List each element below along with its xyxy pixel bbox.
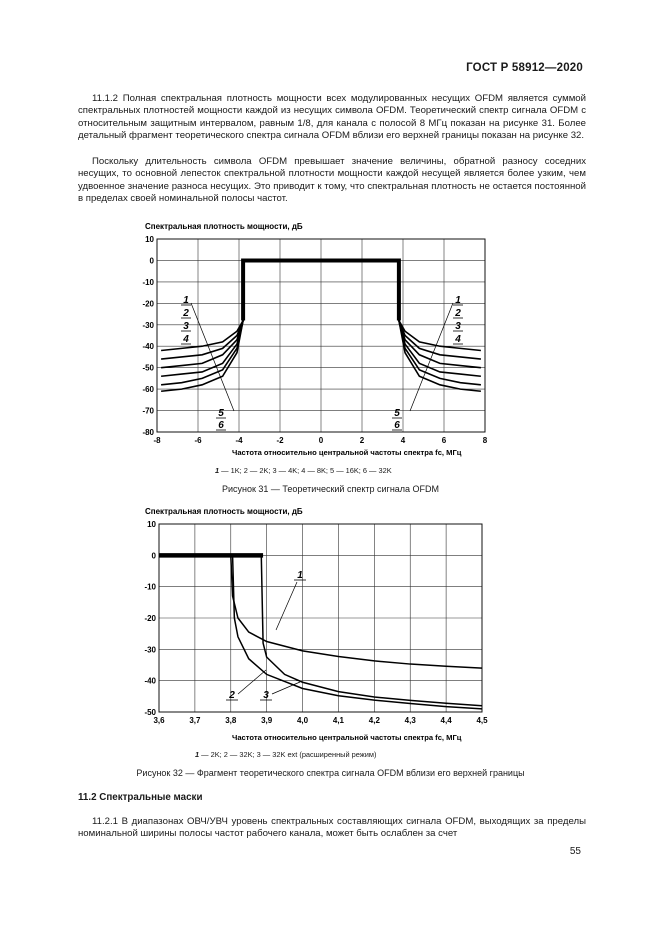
fig32-y-tick: 10 [147, 520, 156, 529]
fig32-y-tick: -50 [144, 708, 156, 717]
fig31-label-right-6: 6 [394, 420, 400, 431]
fig31-label-right-5: 5 [394, 408, 400, 419]
fig31-xlabel: Частота относительно центральной частоты спектра fc, МГц [232, 448, 462, 457]
fig31-y-tick: -70 [142, 406, 154, 416]
fig32-leader [238, 670, 266, 694]
fig31-x-tick: 8 [482, 436, 488, 445]
paragraph-11-1-2: 11.1.2 Полная спектральная плотность мощности всех модулированных несущих OFDM является суммой спектральных плотностей мощности каждой из несущих символа OFDM. Теоретический спектр сигнала OFDM с относительным защитным интервалом, равным 1/8, для канала с полосой 8 МГц показан на рисунке 31. Более детальный фрагмент теоретического спектра сигнала OFDM вблизи его верхней границы показан на рисунке 32. [78, 93, 586, 142]
fig31-label-left-1: 1 [183, 295, 189, 306]
fig32-leader [276, 582, 297, 630]
fig31-x-tick: 4 [400, 436, 406, 445]
fig32-y-tick: -40 [144, 676, 156, 686]
fig32-x-tick: 3,6 [153, 716, 165, 725]
figure-31-chart [0, 215, 661, 465]
fig31-curve-left-3 [161, 320, 243, 367]
fig31-y-tick: -20 [142, 299, 154, 309]
fig31-y-tick: 0 [149, 256, 154, 266]
fig32-caption: Рисунок 32 — Фрагмент теоретического спектра сигнала OFDM вблизи его верхней границы [136, 768, 525, 778]
fig32-curve-2 [261, 555, 482, 705]
fig32-x-tick: 4,5 [476, 716, 488, 725]
fig32-x-tick: 3,9 [261, 716, 273, 725]
fig31-y-tick: -80 [142, 428, 154, 437]
fig32-leader [272, 682, 300, 694]
fig31-leader [410, 303, 453, 411]
fig32-x-tick: 4,0 [296, 716, 309, 725]
fig31-x-tick-labels [153, 436, 487, 445]
fig31-y-tick: -40 [142, 342, 154, 352]
fig31-y-tick: -10 [142, 277, 154, 287]
fig32-legend-text: — 2K; 2 — 32K; 3 — 32K ext (расширенный режим) [199, 750, 377, 759]
fig31-curve-right-3 [399, 320, 481, 367]
fig32-x-tick: 4,1 [332, 716, 345, 725]
fig32-curve-3 [233, 555, 482, 709]
fig32-x-tick: 3,8 [225, 716, 237, 725]
fig32-x-tick: 3,7 [189, 716, 201, 725]
fig32-label-2: 2 [229, 690, 235, 701]
fig32-x-tick-labels [153, 716, 488, 725]
fig31-y-tick: -60 [142, 385, 154, 395]
fig32-grid [159, 524, 482, 712]
fig31-x-tick: -8 [153, 436, 161, 445]
fig32-y-tick: -10 [144, 582, 156, 592]
fig32-label-1: 1 [297, 570, 303, 581]
fig31-y-tick-labels [142, 235, 154, 437]
paragraph-11-2-1: 11.2.1 В диапазонах ОВЧ/УВЧ уровень спектральных составляющих сигнала OFDM, выходящих за пределы номинальной ширины полосы частот рабочего канала, может быть ослаблен за счет [78, 816, 586, 840]
fig32-ylabel: Спектральная плотность мощности, дБ [145, 507, 303, 516]
paragraph-symbol-duration: Поскольку длительность символа OFDM превышает значение величины, обратной разносу соседних несущих, то основной лепесток спектральной плотности мощности каждой несущей является более узким, чем удвоенное значение разноса несущих. Это приводит к тому, что спектральная плотность не остается постоянной в пределах своей номинальной полосы частот. [78, 156, 586, 205]
fig31-label-right-1: 1 [455, 295, 461, 306]
fig32-label-3: 3 [263, 690, 269, 701]
fig31-grid [157, 239, 485, 432]
fig32-y-tick: -20 [144, 614, 156, 623]
fig31-caption: Рисунок 31 — Теоретический спектр сигнала OFDM [221, 484, 440, 494]
fig32-x-tick: 4,4 [440, 716, 452, 725]
fig32-curves [159, 555, 482, 709]
fig31-legend [215, 466, 392, 475]
fig31-label-left-6: 6 [218, 420, 224, 431]
fig31-x-tick: 6 [441, 436, 447, 445]
fig31-legend-text: — 1K; 2 — 2K; 3 — 4K; 4 — 8K; 5 — 16K; 6 — 32K [219, 466, 392, 475]
fig32-y-tick: -30 [144, 645, 156, 655]
page-number: 55 [569, 846, 581, 857]
figure-32-chart [0, 500, 661, 750]
fig31-x-tick: -6 [194, 436, 202, 445]
fig32-curve-1 [231, 555, 482, 668]
fig31-y-tick: -30 [142, 320, 154, 330]
fig32-y-tick-labels [144, 520, 156, 717]
fig32-x-tick: 4,2 [368, 716, 380, 725]
fig31-x-tick: -4 [235, 436, 243, 445]
fig32-legend-num: 1 [195, 750, 200, 759]
fig31-x-tick: 2 [359, 436, 365, 445]
fig31-legend-num: 1 [215, 466, 220, 475]
fig32-legend [195, 750, 376, 759]
fig32-y-tick: 0 [151, 551, 156, 561]
document-standard-id: ГОСТ Р 58912—2020 [466, 62, 583, 74]
fig31-y-tick: -50 [142, 363, 154, 373]
fig32-xlabel: Частота относительно центральной частоты спектра fc, МГц [232, 733, 462, 742]
fig31-x-tick: -2 [276, 436, 284, 445]
fig31-curve-right-6 [399, 320, 481, 391]
fig31-ylabel: Спектральная плотность мощности, дБ [145, 222, 303, 231]
fig31-label-right-2: 2 [455, 308, 461, 319]
fig31-x-tick: 0 [318, 436, 324, 445]
fig31-label-right-4: 4 [455, 334, 461, 345]
section-title-11-2: 11.2 Спектральные маски [78, 792, 203, 803]
fig31-y-tick: 10 [145, 235, 154, 244]
fig31-label-left-4: 4 [183, 334, 189, 345]
fig31-label-right-3: 3 [455, 321, 461, 332]
fig31-label-left-3: 3 [183, 321, 189, 332]
fig32-x-tick: 4,3 [404, 716, 416, 725]
fig31-label-left-5: 5 [218, 408, 224, 419]
fig31-label-left-2: 2 [183, 308, 189, 319]
